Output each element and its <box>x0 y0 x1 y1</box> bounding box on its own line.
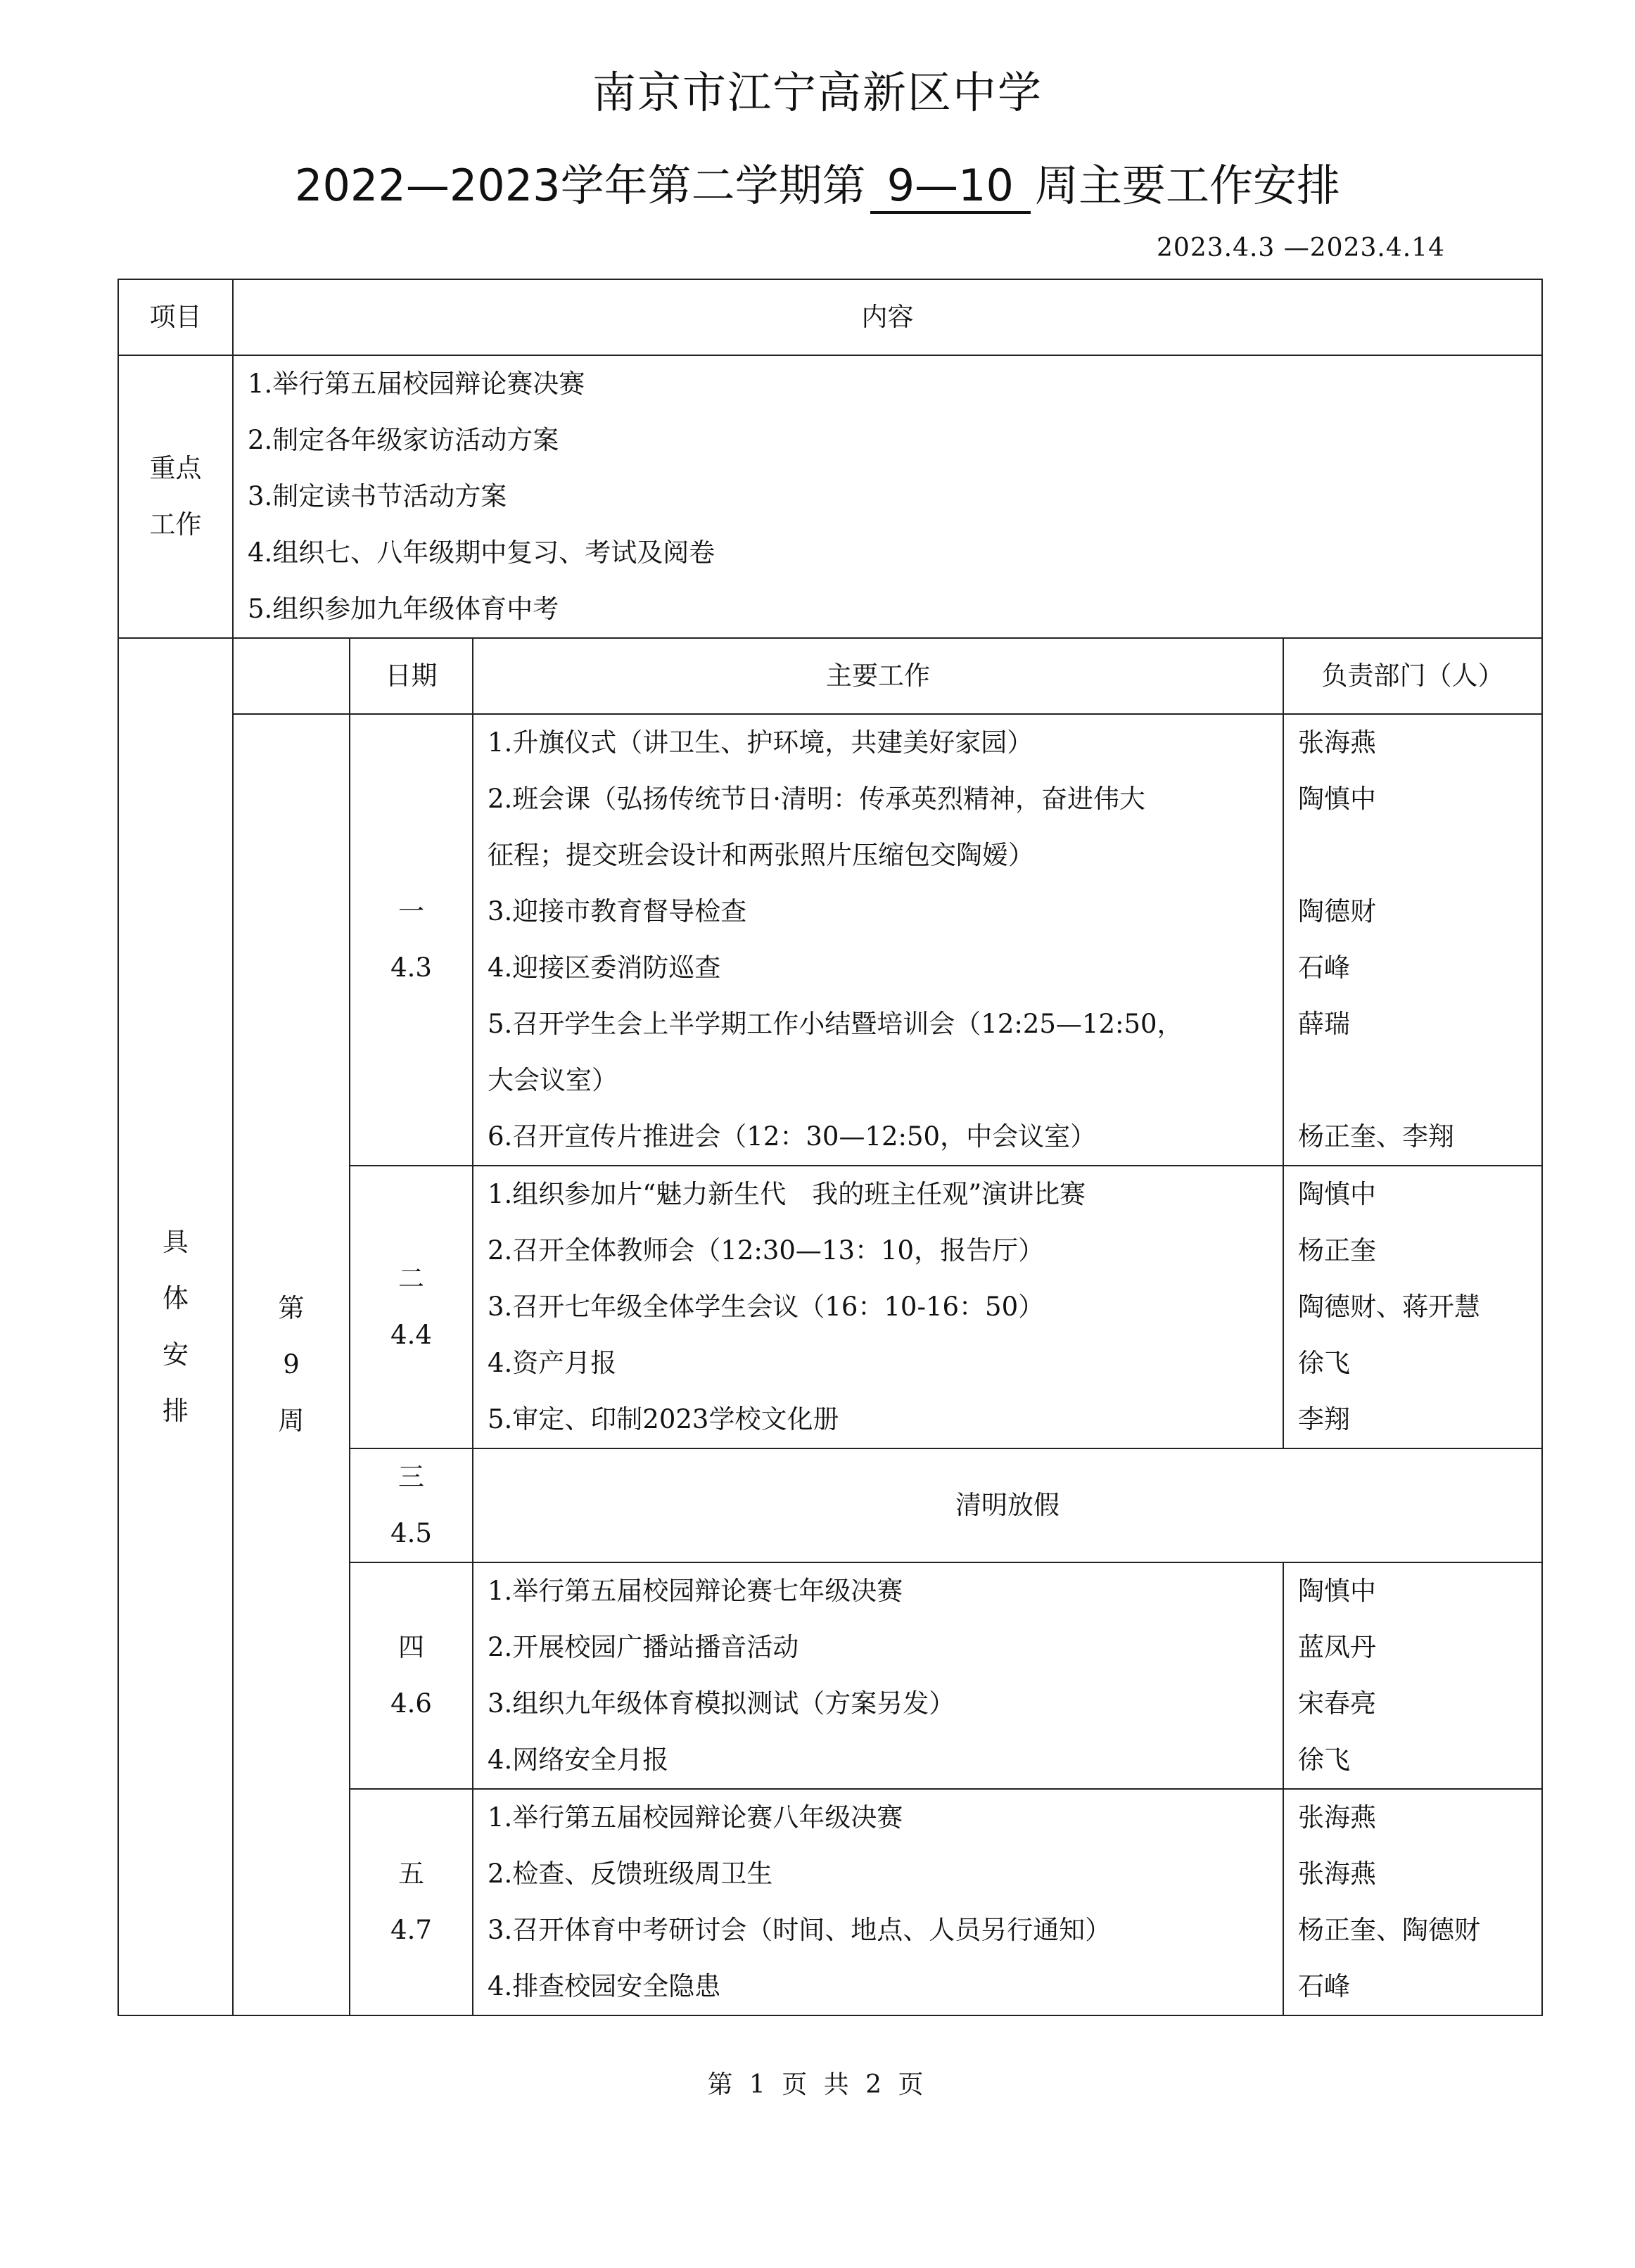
day-date: 4.7 <box>390 1915 432 1945</box>
work-item: 5.召开学生会上半学期工作小结暨培训会（12:25—12:50， <box>488 1009 1183 1039</box>
key-work-label <box>118 355 233 638</box>
detail-label-char: 具 <box>163 1227 189 1257</box>
work-header: 主要工作 <box>473 638 1283 714</box>
day-cell <box>350 1562 473 1789</box>
resp-item: 陶慎中 <box>1298 1576 1376 1606</box>
resp-item: 杨正奎 <box>1298 1235 1376 1266</box>
work-item: 征程；提交班会设计和两张照片压缩包交陶嫒） <box>488 840 1034 870</box>
resp-cell <box>1283 1789 1542 2015</box>
detail-header-row <box>118 638 1542 714</box>
work-cell <box>473 1789 1283 2015</box>
title-prefix: 2022—2023学年第二学期第 <box>295 160 866 211</box>
day-row-mon <box>118 714 1542 1166</box>
week-label-char: 第 <box>278 1293 305 1323</box>
resp-item: 宋春亮 <box>1298 1688 1376 1719</box>
day-weekday: 一 <box>398 896 424 926</box>
week-header-empty <box>233 638 350 714</box>
resp-header: 负责部门（人） <box>1283 638 1542 714</box>
work-item: 3.召开体育中考研讨会（时间、地点、人员另行通知） <box>488 1915 1112 1945</box>
day-date: 4.4 <box>390 1320 432 1350</box>
detail-label-char: 体 <box>163 1283 189 1313</box>
resp-item: 徐飞 <box>1298 1348 1350 1378</box>
day-cell <box>350 1789 473 2015</box>
work-cell <box>473 1166 1283 1448</box>
col-item-header: 项目 <box>118 279 233 355</box>
work-cell <box>473 714 1283 1166</box>
title-suffix: 周主要工作安排 <box>1034 160 1340 211</box>
work-item: 6.召开宣传片推进会（12：30—12:50，中会议室） <box>488 1121 1097 1152</box>
table-header-row <box>118 279 1542 355</box>
key-work-row <box>118 355 1542 638</box>
page-footer: 第 1 页 共 2 页 <box>707 2070 928 2099</box>
resp-item: 徐飞 <box>1298 1745 1350 1775</box>
work-item: 2.班会课（弘扬传统节日·清明：传承英烈精神，奋进伟大 <box>488 784 1146 814</box>
resp-item: 张海燕 <box>1298 1802 1376 1833</box>
work-item: 2.开展校园广播站播音活动 <box>488 1632 799 1662</box>
resp-item <box>1284 1052 1541 1109</box>
school-name: 南京市江宁高新区中学 <box>592 67 1043 118</box>
resp-cell <box>1283 714 1542 1166</box>
detail-label-char: 排 <box>163 1396 189 1426</box>
day-cell <box>350 1166 473 1448</box>
work-item: 2.检查、反馈班级周卫生 <box>488 1859 773 1889</box>
work-item: 1.举行第五届校园辩论赛八年级决赛 <box>488 1802 903 1833</box>
work-item: 4.排查校园安全隐患 <box>488 1971 721 2001</box>
resp-item: 李翔 <box>1298 1404 1350 1434</box>
work-item: 4.迎接区委消防巡查 <box>488 953 721 983</box>
day-cell <box>350 714 473 1166</box>
work-item: 3.召开七年级全体学生会议（16：10-16：50） <box>488 1292 1045 1322</box>
resp-item: 陶德财 <box>1298 896 1376 926</box>
day-weekday: 五 <box>398 1859 424 1889</box>
resp-item: 石峰 <box>1298 953 1350 983</box>
resp-item: 蓝凤丹 <box>1298 1632 1376 1662</box>
work-item: 2.召开全体教师会（12:30—13：10，报告厅） <box>488 1235 1045 1266</box>
work-item: 3.迎接市教育督导检查 <box>488 896 747 926</box>
resp-item: 杨正奎、李翔 <box>1298 1121 1454 1152</box>
resp-cell <box>1283 1166 1542 1448</box>
day-date: 4.5 <box>390 1518 432 1548</box>
day-weekday: 二 <box>398 1263 424 1294</box>
resp-cell <box>1283 1562 1542 1789</box>
work-item: 1.组织参加片“魅力新生代 我的班主任观”演讲比赛 <box>488 1179 1086 1209</box>
resp-item: 陶慎中 <box>1298 1179 1376 1209</box>
col-content-header: 内容 <box>233 279 1542 355</box>
detail-label-char: 安 <box>163 1339 189 1370</box>
schedule-title <box>0 151 1635 214</box>
key-work-item: 3.制定读书节活动方案 <box>248 481 507 511</box>
work-cell <box>473 1562 1283 1789</box>
resp-item: 薛瑞 <box>1298 1009 1350 1039</box>
day-date: 4.6 <box>390 1688 432 1719</box>
key-work-item: 4.组织七、八年级期中复习、考试及阅卷 <box>248 537 715 568</box>
resp-item: 张海燕 <box>1298 727 1376 758</box>
detail-label <box>118 638 233 2015</box>
holiday-cell: 清明放假 <box>473 1448 1542 1562</box>
day-date: 4.3 <box>390 953 432 983</box>
week-label-char: 9 <box>283 1349 300 1380</box>
key-work-list <box>233 355 1542 638</box>
key-work-item: 1.举行第五届校园辩论赛决赛 <box>248 369 585 399</box>
work-item: 1.举行第五届校园辩论赛七年级决赛 <box>488 1576 903 1606</box>
resp-item: 杨正奎、陶德财 <box>1298 1915 1480 1945</box>
resp-item: 陶慎中 <box>1298 784 1376 814</box>
key-work-item: 5.组织参加九年级体育中考 <box>248 594 559 624</box>
work-item: 4.资产月报 <box>488 1348 617 1378</box>
week-label <box>233 714 350 2015</box>
week-label-char: 周 <box>278 1406 305 1436</box>
schedule-table <box>117 279 1543 2016</box>
work-item: 3.组织九年级体育模拟测试（方案另发） <box>488 1688 955 1719</box>
resp-item: 陶德财、蒋开慧 <box>1298 1292 1480 1322</box>
title-week: 9—10 <box>870 160 1031 214</box>
work-item: 5.审定、印制2023学校文化册 <box>488 1404 839 1434</box>
key-work-item: 2.制定各年级家访活动方案 <box>248 425 559 455</box>
resp-item: 张海燕 <box>1298 1859 1376 1889</box>
day-weekday: 四 <box>398 1632 424 1662</box>
date-header: 日期 <box>350 638 473 714</box>
work-item: 大会议室） <box>488 1065 618 1095</box>
key-work-label-line2: 工作 <box>149 509 202 540</box>
resp-item <box>1284 827 1541 884</box>
work-item: 1.升旗仪式（讲卫生、护环境，共建美好家园） <box>488 727 1033 758</box>
work-item: 4.网络安全月报 <box>488 1745 669 1775</box>
date-range: 2023.4.3 —2023.4.14 <box>1157 234 1445 262</box>
day-cell <box>350 1448 473 1562</box>
day-weekday: 三 <box>398 1462 424 1492</box>
key-work-label-line1: 重点 <box>149 453 202 483</box>
resp-item: 石峰 <box>1298 1971 1350 2001</box>
